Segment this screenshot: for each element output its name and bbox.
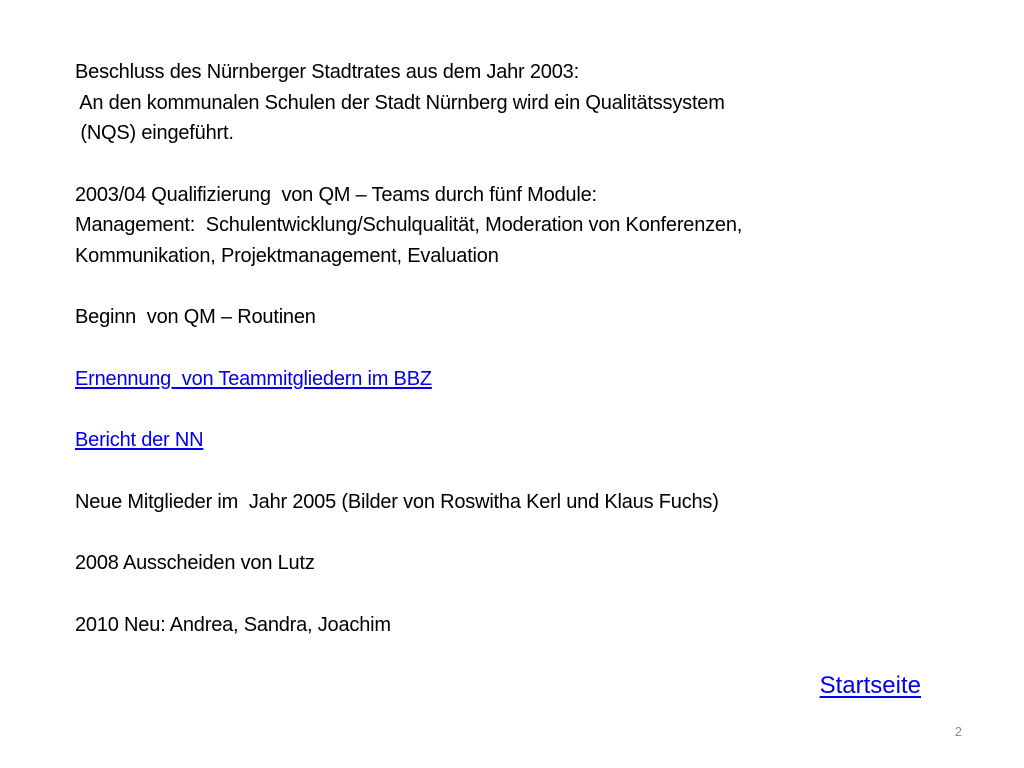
page-number: 2: [954, 724, 962, 739]
spacer: [75, 394, 955, 425]
link-line-ernennung: [75, 364, 955, 395]
text-kommunikation-module: Kommunikation, Projektmanagement, Evaluation: [75, 244, 499, 267]
text-qm-routinen: Beginn von QM – Routinen: [75, 306, 316, 328]
spacer: [75, 271, 955, 302]
slide-content: [75, 57, 955, 640]
text-ausscheiden: 2008 Ausscheiden von Lutz: [75, 552, 315, 574]
spacer: [75, 579, 955, 610]
spacer: [75, 456, 955, 487]
text-nqs: (NQS) eingeführt.: [75, 122, 234, 144]
text-stadtrat-beschluss: Beschluss des Nürnberger Stadtrates aus dem Jahr 2003:: [75, 61, 579, 83]
startseite-link[interactable]: Startseite: [819, 672, 921, 699]
text-neu-2010: 2010 Neu: Andrea, Sandra, Joachim: [75, 613, 391, 636]
text-neue-mitglieder: Neue Mitglieder im Jahr 2005 (Bilder von Roswitha Kerl und Klaus Fuchs): [75, 490, 719, 513]
spacer: [75, 333, 955, 364]
link-line-bericht: [75, 425, 955, 456]
spacer: [75, 149, 955, 180]
text-qualifizierung: 2003/04 Qualifizierung von QM – Teams durch fünf Module:: [75, 183, 597, 206]
spacer: [75, 517, 955, 548]
text-management-module: Management: Schulentwicklung/Schulqualität, Moderation von Konferenzen,: [75, 214, 743, 236]
text-qualitaetssystem: An den kommunalen Schulen der Stadt Nürnberg wird ein Qualitätssystem: [75, 91, 725, 114]
ernennung-link[interactable]: Ernennung von Teammitgliedern im BBZ: [75, 367, 432, 390]
bericht-link[interactable]: Bericht der NN: [75, 429, 204, 451]
